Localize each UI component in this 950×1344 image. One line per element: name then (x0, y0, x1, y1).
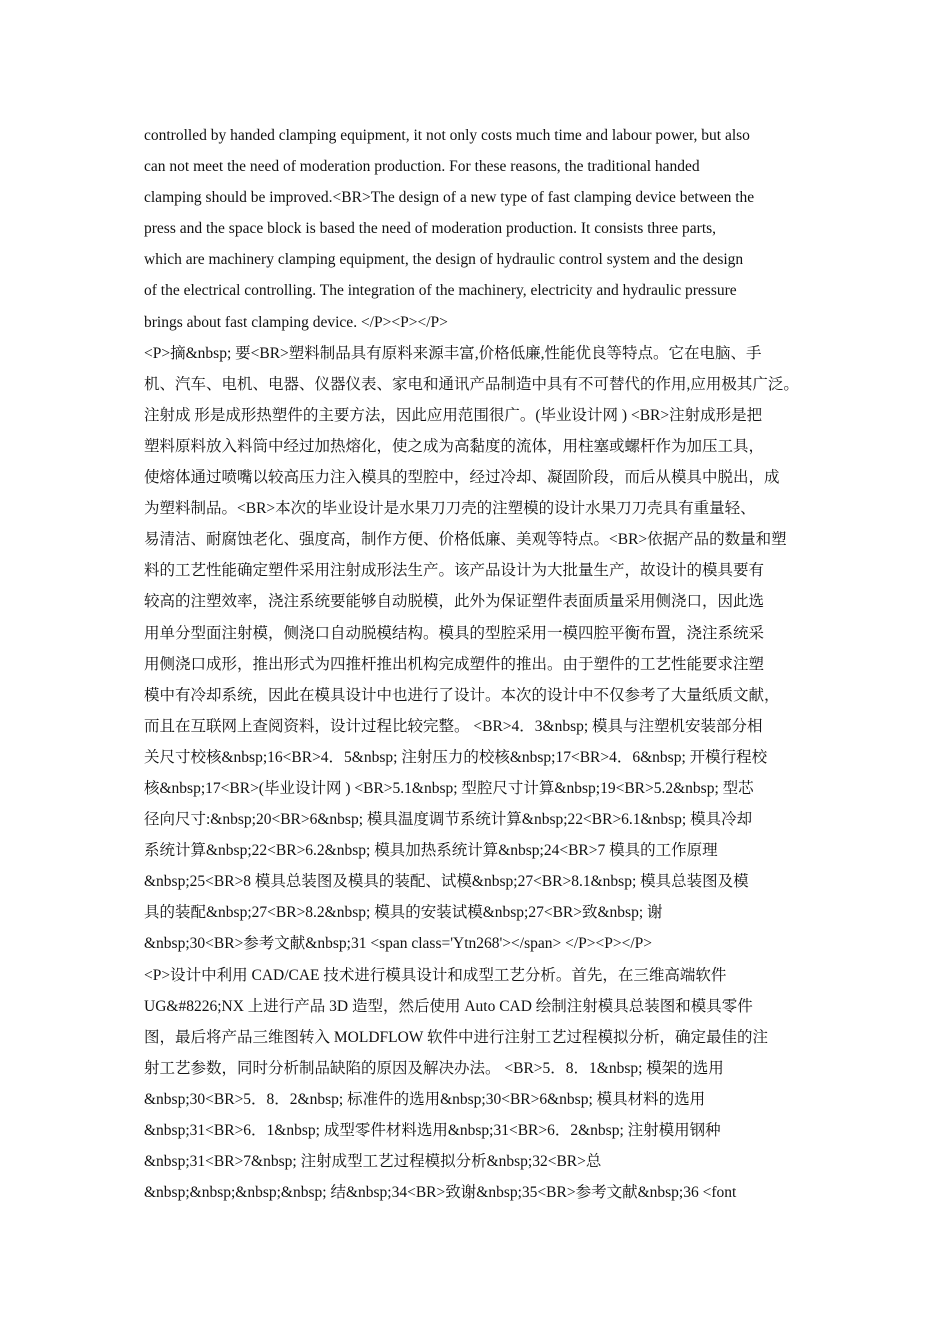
text-line: &nbsp;31<BR>7&nbsp; 注射成型工艺过程模拟分析&nbsp;32<BR>总 (144, 1153, 602, 1171)
text-line: 核&nbsp;17<BR>(毕业设计网 ) <BR>5.1&nbsp; 型腔尺寸计算&nbsp;19<BR>5.2&nbsp; 型芯 (144, 779, 754, 797)
text-line: UG&#8226;NX 上进行产品 3D 造型，然后使用 Auto CAD 绘制注射模具总装图和模具零件 (144, 997, 753, 1015)
text-line: 关尺寸校核&nbsp;16<BR>4．5&nbsp; 注射压力的校核&nbsp;17<BR>4．6&nbsp; 开模行程校 (144, 748, 768, 766)
text-line: 而且在互联网上查阅资料，设计过程比较完整。 <BR>4．3&nbsp; 模具与注塑机安装部分相 (144, 717, 763, 735)
text-line: clamping should be improved.<BR>The design of a new type of fast clamping device between the (144, 189, 755, 207)
text-line: 料的工艺性能确定塑件采用注射成形法生产。该产品设计为大批量生产，故设计的模具要有 (144, 562, 765, 580)
text-line: <P>摘&nbsp; 要<BR>塑料制品具有原料来源丰富,价格低廉,性能优良等特点。它在电脑、手 (144, 344, 762, 362)
text-line: controlled by handed clamping equipment, it not only costs much time and labour power, but also (144, 127, 750, 144)
text-line: 射工艺参数，同时分析制品缺陷的原因及解决办法。 <BR>5．8．1&nbsp; 模架的选用 (144, 1059, 724, 1077)
text-line: 为塑料制品。<BR>本次的毕业设计是水果刀刀壳的注塑模的设计水果刀刀壳具有重量轻、 (144, 500, 756, 518)
text-line: 用侧浇口成形，推出形式为四推杆推出机构完成塑件的推出。由于塑件的工艺性能要求注塑 (144, 655, 765, 673)
text-line: of the electrical controlling. The integration of the machinery, electricity and hydraulic pressure (144, 282, 737, 300)
text-line: 用单分型面注射模，侧浇口自动脱模结构。模具的型腔采用一模四腔平衡布置，浇注系统采 (144, 624, 765, 642)
text-line: 塑料原料放入料筒中经过加热熔化，使之成为高黏度的流体，用柱塞或螺杆作为加压工具， (144, 437, 765, 455)
text-line: 易清洁、耐腐蚀老化、强度高，制作方便、价格低廉、美观等特点。<BR>依据产品的数量和塑 (144, 531, 787, 549)
text-line: 径向尺寸:&nbsp;20<BR>6&nbsp; 模具温度调节系统计算&nbsp;22<BR>6.1&nbsp; 模具冷却 (144, 811, 753, 829)
text-line: &nbsp;&nbsp;&nbsp;&nbsp; 结&nbsp;34<BR>致谢&nbsp;35<BR>参考文献&nbsp;36 <font (144, 1184, 737, 1202)
text-line: 较高的注塑效率，浇注系统要能够自动脱模，此外为保证塑件表面质量采用侧浇口，因此选 (144, 593, 765, 611)
text-line: 图，最后将产品三维图转入 MOLDFLOW 软件中进行注射工艺过程模拟分析，确定最佳的注 (144, 1028, 769, 1046)
text-line: which are machinery clamping equipment, the design of hydraulic control system and the design (144, 251, 744, 269)
text-line: can not meet the need of moderation production. For these reasons, the traditional handed (144, 158, 700, 176)
text-line: 模中有冷却系统，因此在模具设计中也进行了设计。本次的设计中不仅参考了大量纸质文献， (144, 686, 780, 704)
text-line: 使熔体通过喷嘴以较高压力注入模具的型腔中，经过冷却、凝固阶段，而后从模具中脱出，成 (144, 469, 780, 487)
text-line: &nbsp;30<BR>5．8．2&nbsp; 标准件的选用&nbsp;30<BR>6&nbsp; 模具材料的选用 (144, 1090, 706, 1108)
text-line: &nbsp;30<BR>参考文献&nbsp;31 <span class='Ytn268'></span> </P><P></P> (144, 935, 653, 953)
text-line: press and the space block is based the need of moderation production. It consists three parts, (144, 220, 717, 238)
text-line: <P>设计中利用 CAD/CAE 技术进行模具设计和成型工艺分析。首先，在三维高端软件 (144, 966, 727, 984)
text-line: 具的装配&nbsp;27<BR>8.2&nbsp; 模具的安装试模&nbsp;27<BR>致&nbsp; 谢 (144, 904, 663, 922)
text-line: 系统计算&nbsp;22<BR>6.2&nbsp; 模具加热系统计算&nbsp;24<BR>7 模具的工作原理 (144, 842, 718, 860)
text-line (144, 1208, 824, 1239)
text-line: 注射成 形是成形热塑件的主要方法，因此应用范围很广。(毕业设计网 ) <BR>注射成形是把 (144, 406, 763, 424)
text-line: 机、汽车、电机、电器、仪器仪表、家电和通讯产品制造中具有不可替代的作用,应用极其广泛。 (144, 375, 799, 393)
document-body (144, 120, 824, 1239)
text-line: &nbsp;25<BR>8 模具总装图及模具的装配、试模&nbsp;27<BR>8.1&nbsp; 模具总装图及模 (144, 873, 749, 891)
text-line: &nbsp;31<BR>6．1&nbsp; 成型零件材料选用&nbsp;31<BR>6．2&nbsp; 注射模用钢种 (144, 1122, 721, 1139)
text-line: brings about fast clamping device. </P><P></P> (144, 313, 448, 331)
